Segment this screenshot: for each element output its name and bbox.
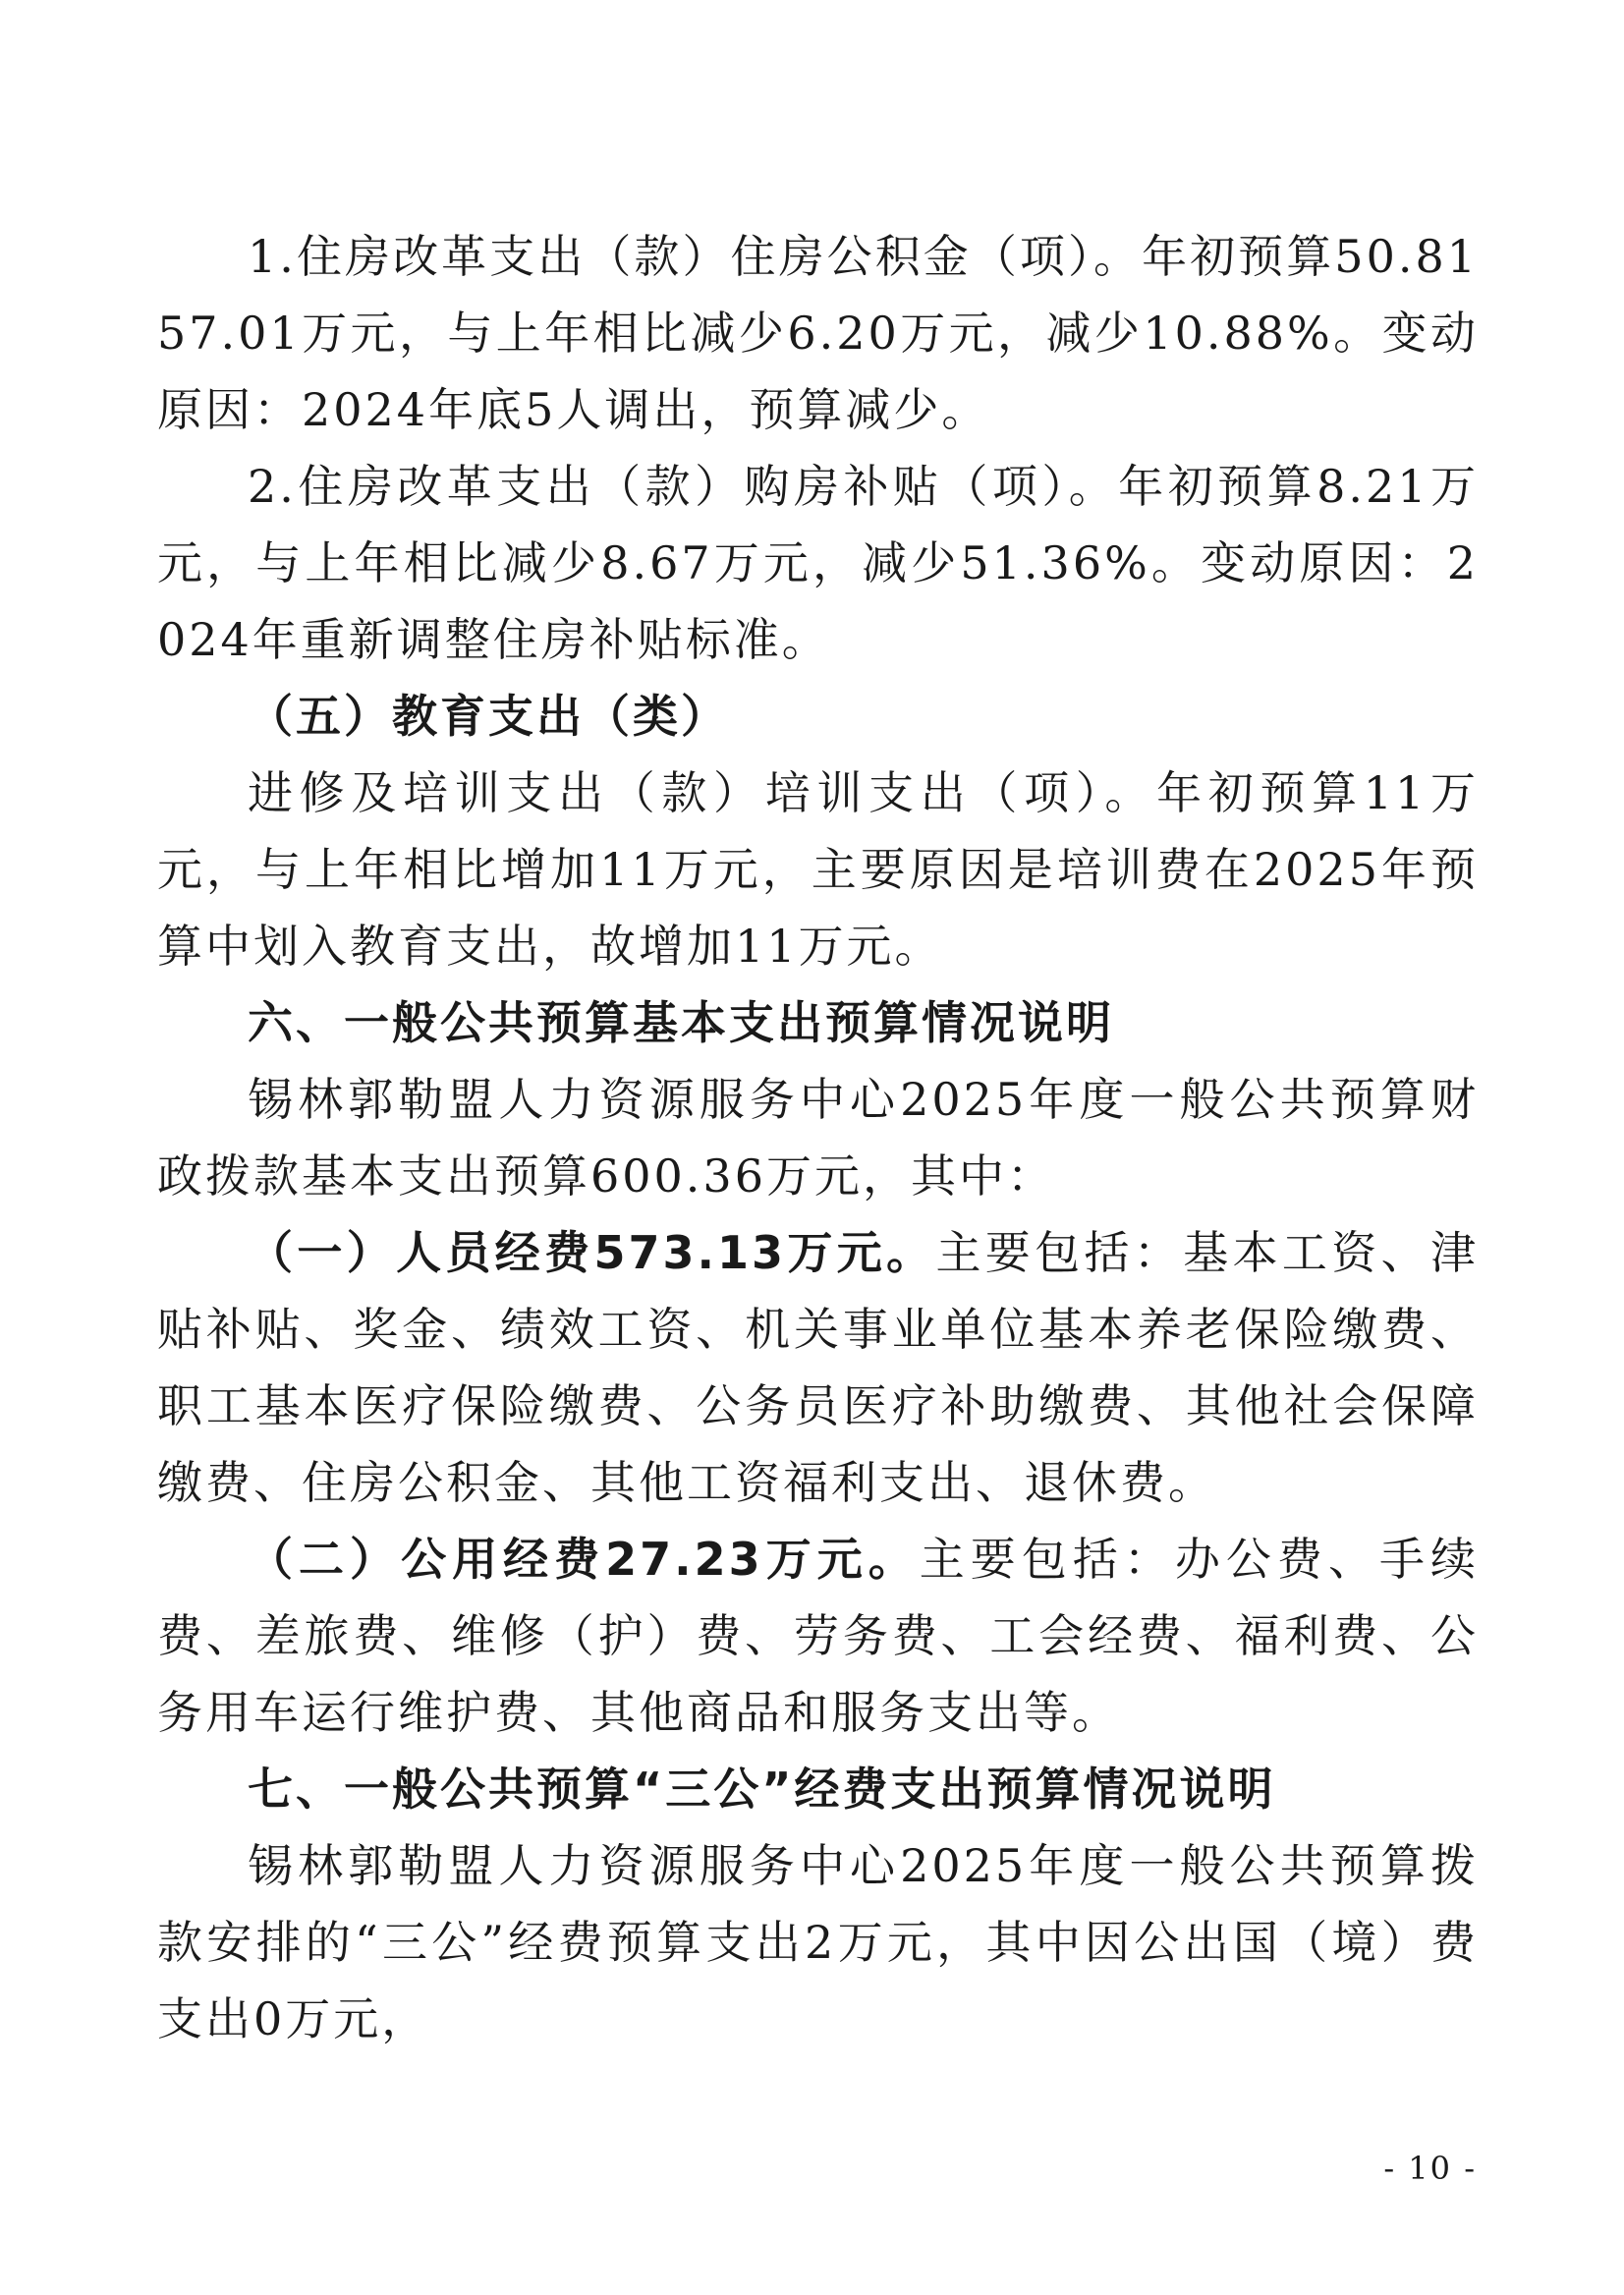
heading-education-expense: （五）教育支出（类） bbox=[248, 690, 729, 743]
paragraph-personnel-expense bbox=[157, 1214, 1479, 1521]
heading-section-seven: 七、一般公共预算“三公”经费支出预算情况说明 bbox=[248, 1763, 1276, 1816]
paragraph-basic-expense: 锡林郭勒盟人力资源服务中心2025年度一般公共预算财政拨款基本支出预算600.36万元，其中： bbox=[157, 1073, 1479, 1203]
public-expense-lead: （二）公用经费27.23万元。 bbox=[248, 1533, 920, 1586]
page-number: - 10 - bbox=[1383, 2150, 1477, 2187]
paragraph-training-expense: 进修及培训支出（款）培训支出（项）。年初预算11万元，与上年相比增加11万元，主要原因是培训费在2025年预算中划入教育支出，故增加11万元。 bbox=[157, 766, 1479, 973]
paragraph-public-expense bbox=[157, 1521, 1479, 1751]
paragraph-housing-subsidy: 2.住房改革支出（款）购房补贴（项）。年初预算8.21万元，与上年相比减少8.67万元，减少51.36%。变动原因：2024年重新调整住房补贴标准。 bbox=[157, 460, 1479, 666]
paragraph-three-public-expense: 锡林郭勒盟人力资源服务中心2025年度一般公共预算拨款安排的“三公”经费预算支出2万元，其中因公出国（境）费支出0万元， bbox=[157, 1839, 1479, 2045]
public-expense-detail: 主要包括：办公费、手续费、差旅费、维修（护）费、劳务费、工会经费、福利费、公务用车运行维护费、其他商品和服务支出等。 bbox=[157, 1533, 1479, 1739]
personnel-expense-lead: （一）人员经费573.13万元。 bbox=[248, 1226, 936, 1279]
personnel-expense-detail: 主要包括：基本工资、津贴补贴、奖金、绩效工资、机关事业单位基本养老保险缴费、职工基本医疗保险缴费、公务员医疗补助缴费、其他社会保障缴费、住房公积金、其他工资福利支出、退休费。 bbox=[157, 1226, 1480, 1509]
heading-section-six: 六、一般公共预算基本支出预算情况说明 bbox=[248, 996, 1114, 1049]
paragraph-housing-fund: 1.住房改革支出（款）住房公积金（项）。年初预算50.8157.01万元，与上年相比减少6.20万元，减少10.88%。变动原因：2024年底5人调出，预算减少。 bbox=[157, 230, 1479, 436]
